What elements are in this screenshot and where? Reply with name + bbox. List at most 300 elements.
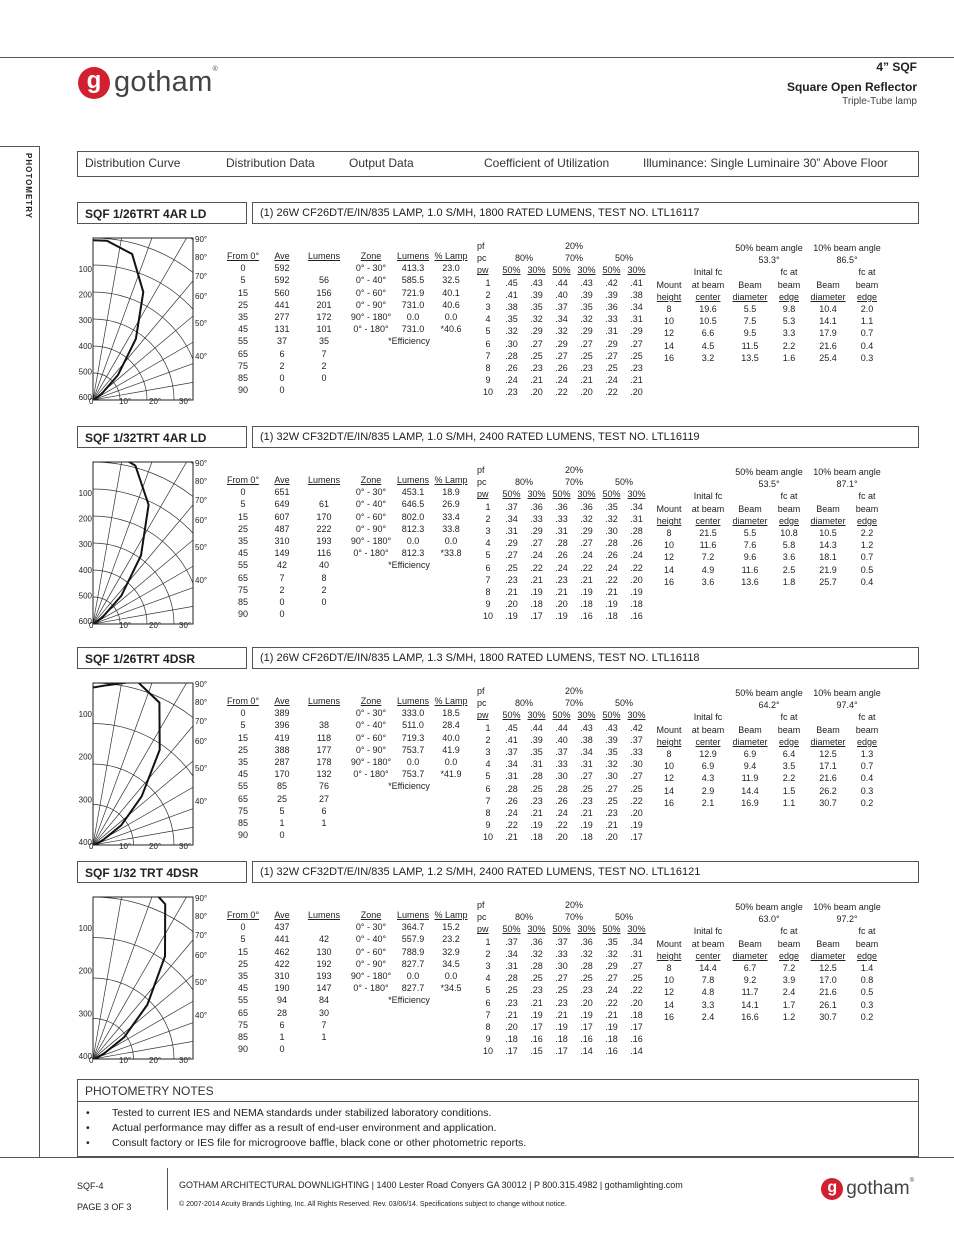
table-cell: 0° - 180°: [353, 983, 389, 994]
table-cell: 9.4: [743, 761, 757, 772]
column-header: edge: [856, 291, 878, 302]
table-cell: 0: [279, 385, 285, 396]
note-item: [86, 1136, 910, 1151]
pw-value: 50%: [552, 924, 571, 935]
table-cell: 4: [485, 538, 491, 549]
table-row: [225, 732, 345, 744]
table-cell: .30: [630, 759, 643, 770]
table-cell: 731.0: [401, 324, 425, 335]
table-row: [477, 537, 649, 549]
section-title: SQF 1/32TRT 4AR LD: [77, 426, 247, 448]
table-cell: 2.0: [860, 304, 874, 315]
table-row: [225, 707, 345, 719]
polar-tick-label: 100: [78, 924, 92, 933]
table-cell: .22: [580, 562, 593, 573]
table-row: [652, 962, 886, 974]
table-cell: 651: [274, 487, 290, 498]
table-row: [477, 960, 649, 972]
table-cell: 1: [279, 818, 285, 829]
table-cell: 10: [482, 832, 493, 843]
section-tab-bar: [77, 151, 919, 177]
table-row: [477, 386, 649, 398]
table-cell: .34: [630, 302, 643, 313]
table-cell: .41: [505, 734, 518, 745]
table-cell: .20: [555, 599, 568, 610]
table-cell: .33: [555, 759, 568, 770]
table-cell: [303, 829, 345, 841]
pc-value: 80%: [514, 477, 533, 488]
table-cell: [303, 707, 345, 719]
table-cell: 23.0: [442, 263, 460, 274]
table-row: [477, 1045, 649, 1057]
column-header: diameter: [732, 950, 768, 961]
illuminance-table: [652, 901, 886, 1023]
table-cell: .43: [530, 277, 543, 288]
column-header: % Lamp: [434, 475, 468, 485]
table-cell: .37: [505, 747, 518, 758]
brand-logo[interactable]: [78, 66, 218, 99]
table-cell: 6: [321, 805, 327, 816]
table-cell: 10: [482, 387, 493, 398]
table-row: [347, 958, 471, 970]
table-cell: .22: [605, 574, 618, 585]
table-cell: 12: [663, 773, 674, 784]
table-cell: .31: [530, 759, 543, 770]
table-cell: 65: [237, 1007, 248, 1018]
table-cell: .26: [555, 795, 568, 806]
table-cell: 0: [240, 487, 246, 498]
pf-value: 20%: [564, 900, 583, 910]
note-item: [86, 1121, 910, 1136]
table-row: [347, 732, 471, 744]
table-cell: 0.2: [860, 797, 874, 808]
table-cell: 0: [279, 597, 285, 608]
table-cell: .32: [605, 513, 618, 524]
table-cell: 11.6: [741, 564, 759, 575]
lamp-description: (1) 26W CF26DT/E/IN/835 LAMP, 1.0 S/MH, 1800 RATED LUMENS, TEST NO. LTL16117: [252, 202, 919, 224]
table-row: [225, 372, 345, 384]
efficiency-note: *Efficiency: [388, 336, 430, 347]
polar-angle-label: 90°: [195, 680, 208, 689]
column-header: Inital fc: [693, 491, 723, 502]
polar-angle-label: 50°: [195, 319, 208, 328]
table-cell: .32: [605, 759, 618, 770]
table-cell: 0° - 90°: [355, 299, 387, 310]
output-data-table: [347, 474, 471, 572]
table-cell: 27: [318, 793, 329, 804]
beam-angle-50-value: 63.0°: [758, 914, 780, 925]
table-cell: .25: [605, 363, 618, 374]
table-cell: .25: [555, 985, 568, 996]
table-row: [347, 311, 471, 323]
registered-mark: ®: [909, 1178, 914, 1184]
table-cell: 5.5: [743, 528, 757, 539]
table-cell: 6: [279, 1019, 285, 1030]
table-cell: 0.7: [860, 761, 874, 772]
table-cell: .18: [580, 832, 593, 843]
polar-tick-label: 300: [78, 316, 92, 326]
table-cell: 177: [316, 744, 332, 755]
table-cell: .31: [580, 759, 593, 770]
table-row: [477, 549, 649, 561]
distribution-curve-chart: [77, 456, 217, 628]
table-cell: 21.5: [699, 528, 717, 539]
table-row: [225, 780, 345, 792]
table-cell: 788.9: [401, 946, 425, 957]
table-cell: .29: [580, 526, 593, 537]
column-header: beam: [855, 724, 879, 735]
pw-value: 30%: [627, 489, 646, 500]
table-row: [347, 744, 471, 756]
table-cell: 10.8: [780, 528, 798, 539]
table-cell: .27: [530, 338, 543, 349]
table-cell: 5: [485, 326, 491, 337]
beam-angle-50-label: 50% beam angle: [735, 688, 803, 698]
polar-angle-label: 90°: [195, 894, 208, 903]
table-cell: 33.4: [442, 511, 460, 522]
table-row: [652, 564, 886, 576]
table-cell: 25.4: [819, 352, 837, 363]
column-header: From 0°: [226, 251, 260, 261]
table-cell: .18: [555, 1034, 568, 1045]
table-row: [225, 486, 345, 498]
column-header: beam: [777, 938, 801, 949]
table-cell: 8: [485, 587, 491, 598]
table-cell: 14.1: [741, 999, 759, 1010]
table-cell: .26: [555, 550, 568, 561]
table-row: [347, 707, 471, 719]
polar-grid-ray: [93, 487, 217, 624]
pw-value: 30%: [627, 265, 646, 276]
table-cell: 55: [237, 995, 248, 1006]
table-row: [477, 819, 649, 831]
table-cell: 90: [237, 1044, 248, 1055]
table-row: [347, 719, 471, 731]
table-cell: 5: [240, 275, 246, 286]
table-row: [225, 994, 345, 1006]
table-cell: .17: [530, 611, 543, 622]
table-cell: .38: [580, 734, 593, 745]
efficiency-note: *Efficiency: [388, 781, 430, 792]
table-cell: .41: [505, 289, 518, 300]
table-row: [347, 486, 471, 498]
polar-angle-label: 80°: [195, 912, 208, 921]
table-cell: 277: [274, 312, 290, 323]
table-cell: 7.2: [701, 552, 715, 563]
column-header: beam: [777, 279, 801, 290]
table-row: [652, 748, 886, 760]
table-row: [652, 797, 886, 809]
table-cell: 6.4: [782, 749, 796, 760]
table-cell: 413.3: [401, 263, 425, 274]
table-cell: 0° - 40°: [355, 720, 387, 731]
column-header: center: [695, 736, 721, 747]
table-cell: 14: [663, 785, 674, 796]
table-cell: .23: [580, 363, 593, 374]
table-cell: .33: [630, 747, 643, 758]
table-cell: 25: [237, 958, 248, 969]
polar-bottom-label: 0°: [89, 397, 97, 404]
table-cell: .29: [530, 526, 543, 537]
table-cell: 6: [485, 338, 491, 349]
table-cell: 21.6: [819, 773, 837, 784]
table-row: [225, 744, 345, 756]
table-cell: .15: [530, 1046, 543, 1057]
column-header: beam: [855, 503, 879, 514]
table-row: [225, 719, 345, 731]
table-row: [477, 783, 649, 795]
table-row: [225, 323, 345, 335]
table-cell: .16: [530, 1034, 543, 1045]
output-data-table: [347, 250, 471, 348]
product-title: 4” SQF: [876, 60, 917, 74]
table-cell: 1.7: [782, 999, 796, 1010]
product-title-block: [787, 60, 917, 107]
table-cell: 18.5: [442, 708, 460, 719]
table-cell: 9: [485, 599, 491, 610]
table-cell: 607: [274, 511, 290, 522]
table-cell: .30: [505, 338, 518, 349]
pc-value: 80%: [514, 698, 533, 709]
table-cell: 4: [485, 759, 491, 770]
polar-grid-circle: [77, 938, 215, 1064]
polar-bottom-label: 30°: [179, 842, 192, 849]
table-cell: 13.6: [741, 576, 759, 587]
table-cell: 61: [318, 499, 329, 510]
table-cell: 21.6: [819, 987, 837, 998]
column-header: From 0°: [226, 696, 260, 706]
column-header: % Lamp: [434, 251, 468, 261]
table-cell: .19: [630, 587, 643, 598]
table-cell: .29: [605, 961, 618, 972]
table-cell: 35: [237, 971, 248, 982]
pf-label: pf: [477, 686, 485, 696]
table-cell: .23: [505, 997, 518, 1008]
table-row: [477, 598, 649, 610]
table-cell: 1.8: [782, 576, 796, 587]
table-cell: 38: [318, 720, 329, 731]
table-cell: 1.2: [782, 1011, 796, 1022]
polar-tick-label: 400: [78, 565, 92, 575]
table-cell: .14: [630, 1046, 643, 1057]
polar-angle-label: 50°: [195, 764, 208, 773]
lamp-description: (1) 32W CF32DT/E/IN/835 LAMP, 1.0 S/MH, 2400 RATED LUMENS, TEST NO. LTL16119: [252, 426, 919, 448]
table-cell: .37: [505, 936, 518, 947]
table-cell: 389: [274, 708, 290, 719]
table-cell: .17: [530, 1022, 543, 1033]
table-cell: 585.5: [401, 275, 425, 286]
table-row: [652, 539, 886, 551]
tab-distribution-data[interactable]: Distribution Data: [226, 156, 315, 170]
table-cell: 25: [237, 299, 248, 310]
table-row: [225, 933, 345, 945]
table-cell: .31: [555, 526, 568, 537]
table-cell: 90° - 180°: [350, 312, 392, 323]
logo-g-icon: g: [821, 1178, 843, 1200]
table-row: [652, 785, 886, 797]
table-cell: 6: [279, 348, 285, 359]
table-cell: .23: [530, 363, 543, 374]
table-cell: 18.9: [442, 487, 460, 498]
distribution-data-table: [225, 474, 345, 620]
table-row: [225, 348, 345, 360]
pf-value: 20%: [564, 465, 583, 475]
table-cell: [303, 384, 345, 396]
table-cell: .20: [505, 1022, 518, 1033]
table-cell: 10.5: [819, 528, 837, 539]
table-cell: .16: [580, 1034, 593, 1045]
table-cell: 0° - 60°: [355, 511, 387, 522]
lamp-description: (1) 26W CF26DT/E/IN/835 LAMP, 1.3 S/MH, 1800 RATED LUMENS, TEST NO. LTL16118: [252, 647, 919, 669]
table-cell: .19: [605, 599, 618, 610]
polar-angle-label: 40°: [195, 1011, 208, 1020]
table-cell: .24: [630, 550, 643, 561]
polar-grid-ray: [93, 922, 217, 1059]
table-cell: .35: [605, 501, 618, 512]
tab-output-data[interactable]: Output Data: [349, 156, 414, 170]
table-cell: 2.2: [782, 340, 796, 351]
polar-angle-label: 70°: [195, 931, 208, 940]
table-cell: .26: [605, 550, 618, 561]
table-cell: 310: [274, 536, 290, 547]
table-cell: 3.6: [701, 576, 715, 587]
table-cell: .31: [630, 513, 643, 524]
table-cell: 41.9: [442, 744, 460, 755]
beam-angle-10-value: 97.2°: [836, 914, 858, 925]
table-cell: .24: [605, 375, 618, 386]
table-cell: 7.6: [743, 540, 757, 551]
table-cell: .25: [580, 350, 593, 361]
table-cell: .28: [505, 350, 518, 361]
table-cell: 65: [237, 572, 248, 583]
table-cell: 0: [279, 1044, 285, 1055]
table-row: [225, 299, 345, 311]
cu-table: [477, 464, 649, 623]
table-cell: 753.7: [401, 744, 425, 755]
column-header: height: [656, 291, 682, 302]
table-cell: 7: [485, 574, 491, 585]
table-cell: .27: [580, 538, 593, 549]
table-cell: 55: [237, 336, 248, 347]
table-cell: .31: [505, 526, 518, 537]
table-cell: 90: [237, 609, 248, 620]
table-row: [347, 756, 471, 768]
table-cell: 0.4: [860, 576, 874, 587]
table-cell: .21: [530, 808, 543, 819]
table-cell: .27: [555, 973, 568, 984]
table-cell: 1.6: [782, 352, 796, 363]
table-cell: .18: [580, 599, 593, 610]
table-row: [225, 1019, 345, 1031]
tab-illuminance[interactable]: Illuminance: Single Luminaire 30” Above Floor: [643, 156, 888, 170]
table-cell: .25: [505, 562, 518, 573]
table-cell: 90° - 180°: [350, 536, 392, 547]
table-row: [225, 829, 345, 841]
pw-value: 50%: [502, 265, 521, 276]
column-header: beam: [777, 503, 801, 514]
registered-mark: ®: [212, 66, 218, 73]
table-cell: 101: [316, 324, 332, 335]
column-header: Beam: [738, 503, 762, 514]
table-cell: .31: [505, 771, 518, 782]
candela-curve: [93, 240, 143, 400]
pw-value: 50%: [502, 710, 521, 721]
column-header: Beam: [816, 938, 840, 949]
illuminance-table: [652, 687, 886, 809]
company-address[interactable]: GOTHAM ARCHITECTURAL DOWNLIGHTING | 1400 Lester Road Conyers GA 30012 | P 800.315.4982 | gothamlighting.com: [179, 1180, 683, 1190]
table-cell: .36: [530, 936, 543, 947]
table-cell: 11.6: [699, 540, 717, 551]
table-cell: 7: [485, 795, 491, 806]
section-title: SQF 1/32 TRT 4DSR: [77, 861, 247, 883]
table-cell: .19: [605, 1022, 618, 1033]
table-row: [225, 970, 345, 982]
table-cell: 35: [237, 312, 248, 323]
table-cell: 85: [237, 373, 248, 384]
tab-coefficient-of-utilization[interactable]: Coefficient of Utilization: [484, 156, 610, 170]
pc-value: 70%: [564, 912, 583, 923]
footer-logo[interactable]: [821, 1178, 914, 1200]
table-cell: .25: [580, 973, 593, 984]
table-cell: 0.7: [860, 328, 874, 339]
table-cell: .27: [605, 350, 618, 361]
table-cell: 1.2: [860, 540, 874, 551]
polar-bottom-label: 10°: [119, 621, 132, 628]
table-cell: 14: [663, 564, 674, 575]
table-row: [225, 335, 345, 347]
table-cell: 0: [279, 830, 285, 841]
table-row: [652, 303, 886, 315]
table-cell: 35: [237, 757, 248, 768]
table-cell: .33: [555, 513, 568, 524]
table-row: [477, 610, 649, 622]
table-cell: 1.1: [782, 797, 796, 808]
table-cell: 2.4: [782, 987, 796, 998]
table-row: [477, 770, 649, 782]
table-cell: 33.8: [442, 523, 460, 534]
table-cell: 731.0: [401, 299, 425, 310]
table-cell: 13.5: [741, 352, 759, 363]
table-cell: 0: [279, 609, 285, 620]
section-title: SQF 1/26TRT 4DSR: [77, 647, 247, 669]
table-cell: .34: [505, 948, 518, 959]
table-cell: 15: [237, 946, 248, 957]
table-row: [477, 525, 649, 537]
table-cell: 8: [666, 304, 672, 315]
table-cell: .20: [630, 808, 643, 819]
distribution-data-table: [225, 909, 345, 1055]
table-cell: 16.6: [741, 1011, 759, 1022]
polar-bottom-label: 30°: [179, 1056, 192, 1063]
table-cell: .24: [505, 375, 518, 386]
column-header: height: [656, 950, 682, 961]
table-cell: 193: [316, 971, 332, 982]
table-cell: .25: [505, 985, 518, 996]
table-cell: 0.0: [444, 971, 458, 982]
column-header: height: [656, 736, 682, 747]
polar-angle-label: 70°: [195, 272, 208, 281]
table-cell: 1: [485, 936, 491, 947]
pw-label: pw: [477, 710, 489, 721]
polar-angle-label: 40°: [195, 797, 208, 806]
table-cell: 42: [276, 560, 287, 571]
table-cell: 40: [318, 560, 329, 571]
table-cell: .26: [630, 538, 643, 549]
table-cell: .27: [630, 961, 643, 972]
tab-distribution-curve[interactable]: Distribution Curve: [85, 156, 181, 170]
table-cell: .37: [555, 936, 568, 947]
table-cell: .44: [530, 722, 543, 733]
